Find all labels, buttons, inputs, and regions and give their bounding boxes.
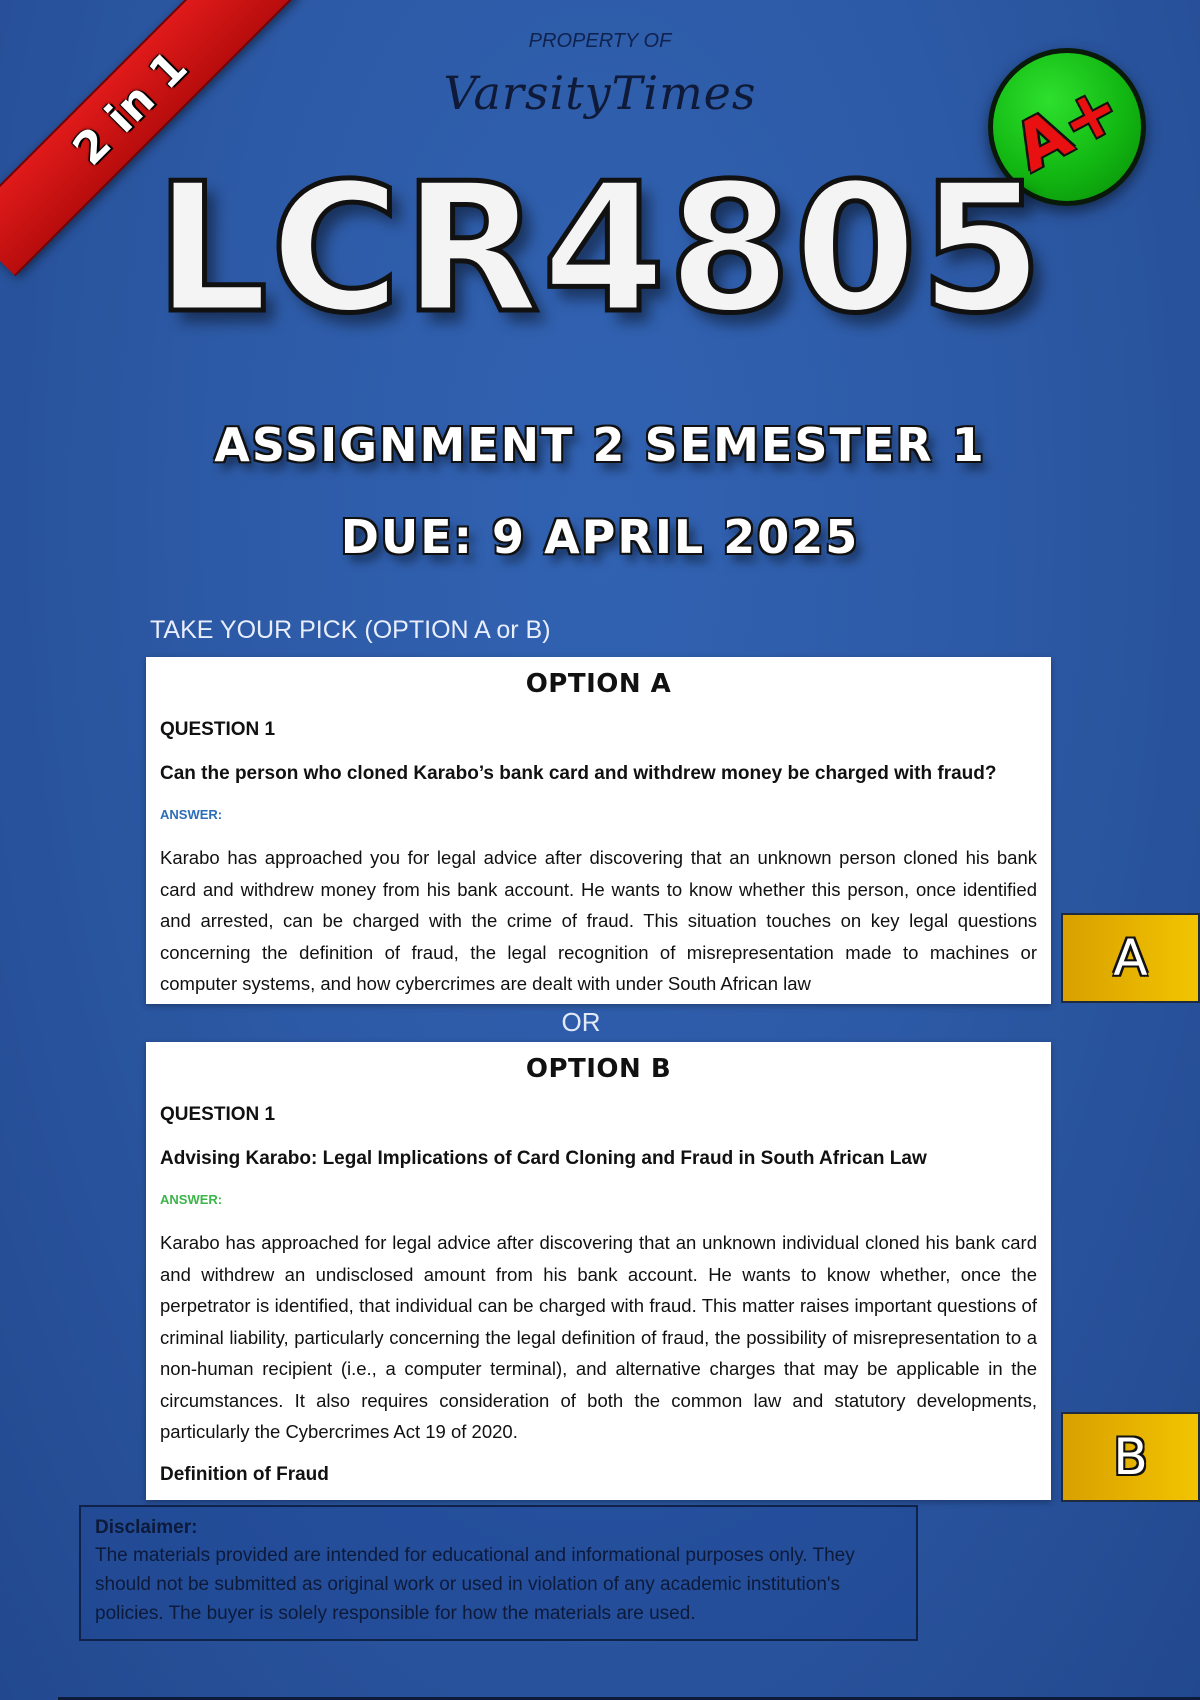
option-b-title: OPTION B: [525, 1054, 672, 1084]
option-b-question-label: QUESTION 1: [160, 1104, 276, 1125]
property-of-label: PROPERTY OF: [528, 30, 672, 52]
option-a-answer-label: ANSWER:: [160, 807, 223, 822]
option-a-card[interactable]: [146, 657, 1051, 1004]
ribbon-label: 2 in 1: [63, 41, 197, 175]
option-b-body: Karabo has approached for legal advice after discovering that an unknown individual cloned his bank card and withdrew an undisclosed amount from his bank account. He wants to know whether, once the perpetrator is identified, that individual can be charged with fraud. This matter raises important questions of criminal liability, particularly concerning the legal definition of fraud, the possibility of misrepresentation to a non-human recipient (i.e., a computer terminal), and alternative charges that may be applicable in the circumstances. It also requires consideration of both the common law and statutory developments, particularly the Cybercrimes Act 19 of 2020.: [160, 1232, 1037, 1442]
pick-prompt: TAKE YOUR PICK (OPTION A or B): [150, 616, 551, 644]
option-a-tab-label: A: [1113, 929, 1148, 987]
disclaimer-box: [79, 1505, 918, 1641]
grade-badge-label: A+: [1001, 68, 1133, 186]
option-b-tab[interactable]: [1061, 1412, 1200, 1502]
option-b-question: Advising Karabo: Legal Implications of Card Cloning and Fraud in South African Law: [160, 1148, 927, 1169]
brand-logo: VarsityTimes: [443, 66, 757, 120]
disclaimer-text: The materials provided are intended for educational and informational purposes only. They should not be submitted as original work or used in violation of any academic institution's policies. The buyer is solely responsible for how the materials are used.: [95, 1545, 855, 1624]
assignment-title: ASSIGNMENT 2 SEMESTER 1: [214, 418, 986, 472]
option-b-subheading: Definition of Fraud: [160, 1463, 329, 1485]
option-a-question-label: QUESTION 1: [160, 719, 276, 740]
due-date: DUE: 9 APRIL 2025: [340, 510, 860, 564]
option-a-body: Karabo has approached you for legal advice after discovering that an unknown person cloned his bank card and withdrew money from his bank account. He wants to know whether this person, once identified and arrested, can be charged with the crime of fraud. This situation touches on key legal questions concerning the definition of fraud, the legal recognition of misrepresentation made to machines or computer systems, and how cybercrimes are dealt with under South African law: [160, 847, 1037, 994]
course-code: LCR4805: [154, 145, 1046, 352]
option-a-tab[interactable]: [1061, 913, 1200, 1003]
option-b-tab-label: B: [1113, 1428, 1148, 1486]
option-b-card[interactable]: [146, 1042, 1051, 1500]
option-a-question: Can the person who cloned Karabo’s bank card and withdrew money be charged with fraud?: [160, 763, 997, 784]
option-b-answer-label: ANSWER:: [160, 1192, 223, 1207]
disclaimer-title: Disclaimer:: [95, 1517, 198, 1538]
option-a-title: OPTION A: [525, 669, 672, 699]
or-separator: OR: [561, 1007, 601, 1037]
